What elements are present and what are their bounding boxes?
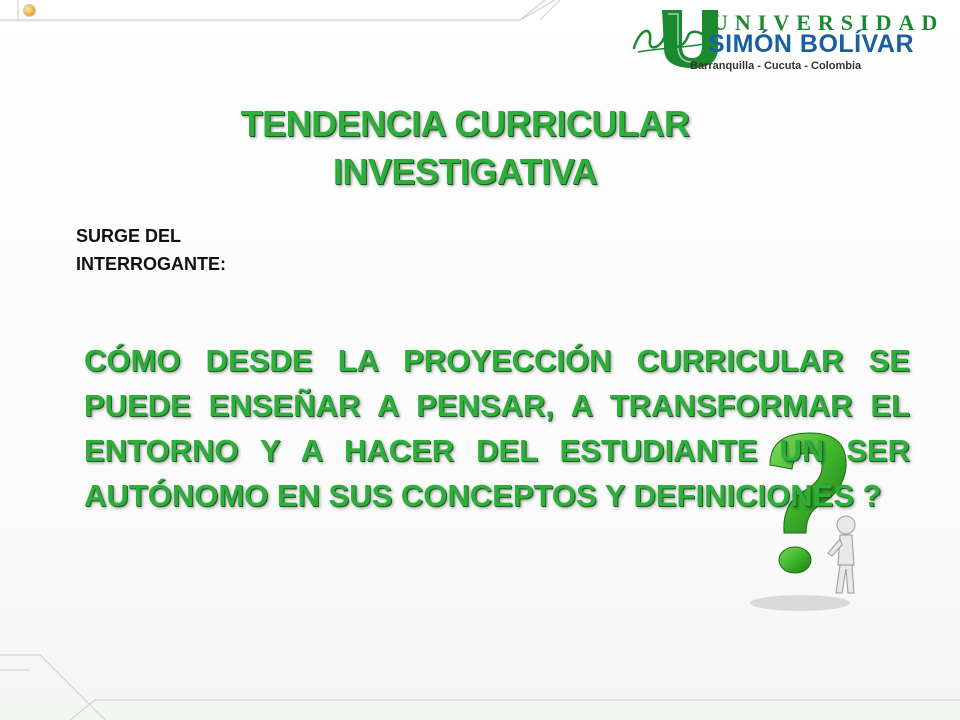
orange-bullet-icon <box>24 5 35 16</box>
subtitle <box>76 222 336 278</box>
slide-title <box>200 100 730 196</box>
logo-cities-text: Barranquilla - Cucuta - Colombia <box>690 60 862 72</box>
subtitle-line-1: SURGE DEL <box>76 226 182 246</box>
subtitle-line-2: INTERROGANTE: <box>76 254 226 274</box>
university-logo <box>630 4 945 76</box>
logo-simon-bolivar-text: SIMÓN BOLÍVAR <box>708 30 915 58</box>
question-text: CÓMO DESDE LA PROYECCIÓN CURRICULAR SE PUEDE ENSEÑAR A PENSAR, A TRANSFORMAR EL ENTORNO Y A HACER DEL ESTUDIANTE UN SER AUTÓNOMO EN SUS CONCEPTOS Y DEFINICIONES ? <box>84 343 910 513</box>
title-line-1: TENDENCIA CURRICULAR <box>240 103 690 144</box>
title-line-2: INVESTIGATIVA <box>332 151 598 192</box>
logo-universidad-text: UNIVERSIDAD <box>712 10 945 35</box>
signature-script-icon <box>630 18 710 58</box>
